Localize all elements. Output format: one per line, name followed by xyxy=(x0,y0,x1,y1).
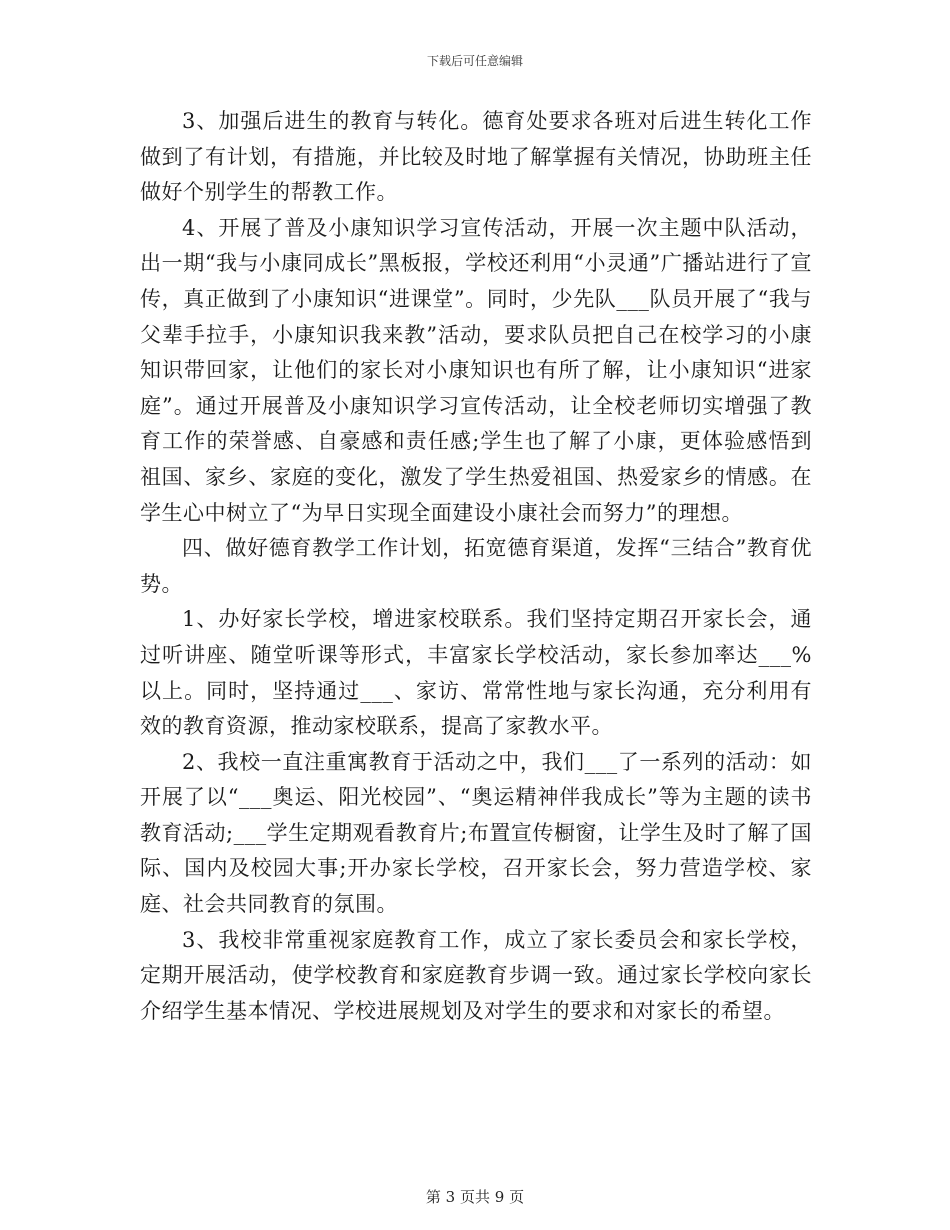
page-number: 第 3 页共 9 页 xyxy=(425,1188,525,1206)
paragraph-4-3: 3、我校非常重视家庭教育工作，成立了家长委员会和家长学校，定期开展活动，使学校教育和家庭教育步调一致。通过家长学校向家长介绍学生基本情况、学校进展规划及对学生的要求和对家长的希望。 xyxy=(140,927,812,1023)
paragraph-4-1: 1、办好家长学校，增进家校联系。我们坚持定期召开家长会，通过听讲座、随堂听课等形式，丰富家长学校活动，家长参加率达___%以上。同时，坚持通过___、家访、常常性地与家长沟通，充分利用有效的教育资源，推动家校联系，提高了家教水平。 xyxy=(140,607,812,739)
paragraph-4-2: 2、我校一直注重寓教育于活动之中，我们___了一系列的活动：如开展了以“___奥运、阳光校园”、“奥运精神伴我成长”等为主题的读书教育活动;___学生定期观看教育片;布置宣传橱窗，让学生及时了解了国际、国内及校园大事;开办家长学校，召开家长会，努力营造学校、家庭、社会共同教育的氛围。 xyxy=(140,749,812,917)
paragraph-3-1: 3、加强后进生的教育与转化。德育处要求各班对后进生转化工作做到了有计划，有措施，并比较及时地了解掌握有关情况，协助班主任做好个别学生的帮教工作。 xyxy=(140,109,812,205)
paragraph-3-4: 4、开展了普及小康知识学习宣传活动，开展一次主题中队活动，出一期“我与小康同成长”黑板报，学校还利用“小灵通”广播站进行了宣传，真正做到了小康知识“进课堂”。同时，少先队___队员开展了“我与父辈手拉手，小康知识我来教”活动，要求队员把自己在校学习的小康知识带回家，让他们的家长对小康知识也有所了解，让小康知识“进家庭”。通过开展普及小康知识学习宣传活动，让全校老师切实增强了教育工作的荣誉感、自豪感和责任感;学生也了解了小康，更体验感悟到祖国、家乡、家庭的变化，激发了学生热爱祖国、热爱家乡的情感。在学生心中树立了“为早日实现全面建设小康社会而努力”的理想。 xyxy=(140,215,812,525)
document-body xyxy=(140,104,812,1029)
section-heading-4: 四、做好德育教学工作计划，拓宽德育渠道，发挥“三结合”教育优势。 xyxy=(140,536,812,596)
page-header: 下载后可任意编辑 xyxy=(426,54,523,68)
